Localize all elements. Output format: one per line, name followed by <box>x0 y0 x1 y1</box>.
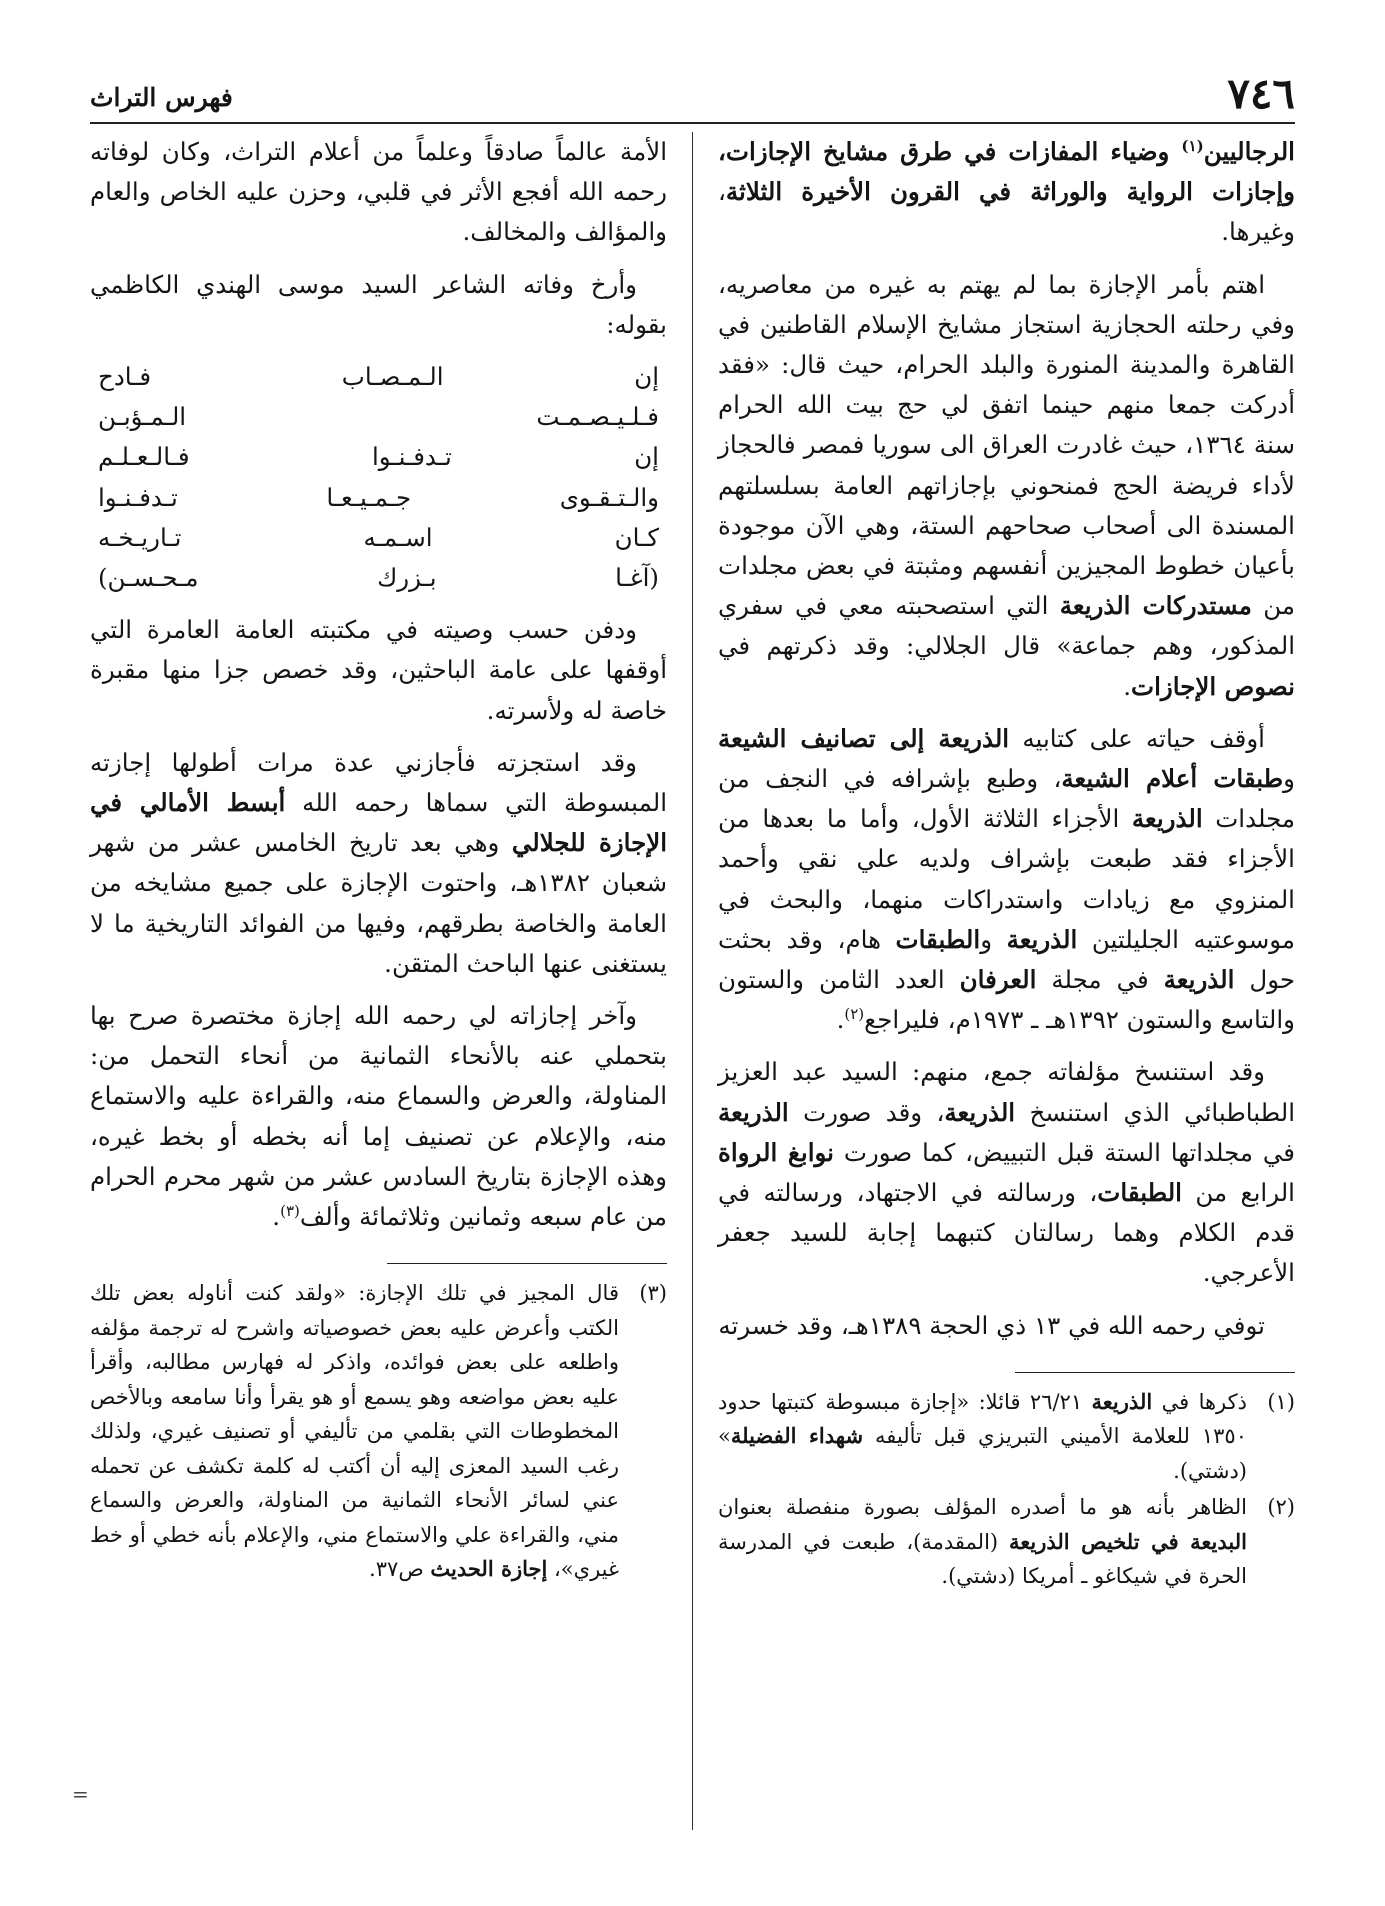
left-paragraph-3: ودفن حسب وصيته في مكتبته العامة العامرة التي أوقفها على عامة الباحثين، وقد خصص جزا منها مقبرة خاصة له ولأسرته. <box>90 615 667 725</box>
text-span: في مجلة <box>1036 965 1164 995</box>
text-span: العدد الثامن والستون والتاسع والستون ١٣٩٢هـ ـ ١٩٧٣م، فليراجع <box>718 965 1295 1035</box>
footnote-separator <box>387 1263 667 1264</box>
text-span: الظاهر بأنه هو ما أصدره المؤلف بصورة منفصلة بعنوان <box>718 1495 1247 1520</box>
text-span: وقد استجزته فأجازني عدة مرات أطولها إجازته المبسوطة التي سماها رحمه الله <box>90 747 667 818</box>
text-span: اهتم بأمر الإجازة بما لم يهتم به غيره من معاصريه، وفي رحلته الحجازية استجاز مشايخ الإسلام القاطنين في القاهرة والمدينة المنورة والبلد الحرام، حيث قال: «فقد أدركت جمعا منهم حينما اتفق لي حج بيت الله الحرام سنة ١٣٦٤، حيث غادرت العراق الى سوريا فمصر فالحجاز لأداء فريضة الحج فمنحوني بإجازاتهم العامة بسلسلتهم المسندة الى أصحاب صحاحهم الستة، وهي الآن موجودة بأعيان خطوط المجيزين أنفسهم ومثبتة في بعض مجلدات من <box>718 269 1295 621</box>
bold-title: العرفان <box>959 965 1037 995</box>
text-span: ٢٦/٢١ قائلا: «إجازة مبسوطة كتبتها حدود ١٣٥٠ للعلامة الأميني التبريزي قبل تأليفه <box>718 1389 1247 1449</box>
text-span: وآخر إجازاته لي رحمه الله إجازة مختصرة صرح بها بتحملي عنه بالأنحاء الثمانية من أنحاء التحمل من: المناولة، والعرض والسماع منه، والقراءة عليه والاستماع منه، والإعلام عن تصنيف إما أنه بخطه أو بخط غيره، وهذه الإجازة بتاريخ السادس عشر من شهر محرم الحرام من عام سبعه وثمانين وثلاثمائة وألف <box>90 1001 667 1232</box>
text-span: في مجلداتها الستة قبل التبييض، كما صورت <box>833 1137 1295 1167</box>
footnote-text <box>90 1276 619 1587</box>
bold-title: الذريعة <box>1163 965 1235 995</box>
left-paragraph-5 <box>90 996 667 1237</box>
text-span: الرجاليين <box>1203 137 1295 166</box>
left-column <box>90 132 667 1589</box>
footnote-ref-2: (٢) <box>844 1005 865 1024</box>
text-span: ص٣٧. <box>369 1557 431 1582</box>
poem-line: كـان اسـمـه تـاريـخـه <box>98 522 659 552</box>
text-span: وضياء المفازات في طرق مشايخ الإجازات، وإجازات الرواية والوراثة في القرون الأخيرة الثلاثة <box>718 137 1295 207</box>
text-span: أوقف حياته على كتابيه <box>1009 723 1265 753</box>
text-span: . <box>272 1202 281 1232</box>
bold-title: إجازة الحديث <box>430 1556 548 1582</box>
text-span: ، وطبع بإشرافه في النجف من مجلدات <box>718 764 1296 834</box>
right-paragraph-2 <box>718 265 1295 707</box>
poem-line: إن الـمـصـاب فـادح <box>98 362 659 392</box>
text-span: وقد استنسخ مؤلفاته جمع، منهم: السيد عبد العزيز الطباطبائي الذي استنسخ <box>718 1057 1295 1127</box>
right-column <box>718 132 1295 1596</box>
bold-title: شهداء الفضيلة <box>730 1423 864 1449</box>
footnote-number: (١) <box>1267 1389 1295 1414</box>
text-span: التي استصحبته معي في سفري المذكور، وهم جماعة» قال الجلالي: وقد ذكرتهم في <box>718 591 1295 661</box>
footnote-text <box>718 1490 1247 1594</box>
poem-line: والـتـقـوى جـمـيـعـا تـدفـنـوا <box>98 482 659 512</box>
poem-line: إن تـدفـنـوا فـالـعـلـم <box>98 442 659 472</box>
right-paragraph-3 <box>718 719 1295 1041</box>
left-paragraph-4 <box>90 743 667 984</box>
bold-title: الذريعة <box>944 1097 1016 1127</box>
footnote-separator <box>1015 1372 1295 1373</box>
footnote-3 <box>90 1276 667 1587</box>
bold-title: أبسط الأمالي في الإجازة للجلالي <box>90 788 668 858</box>
bold-title: البديعة في تلخيص الذريعة <box>1009 1528 1247 1554</box>
text-span: . <box>1123 671 1132 701</box>
footnote-number: (٢) <box>1267 1495 1295 1520</box>
page-header <box>90 62 1295 124</box>
left-paragraph-2: وأرخ وفاته الشاعر السيد موسى الهندي الكاظمي بقوله: <box>90 269 667 339</box>
bold-title: الذريعة <box>718 1097 789 1127</box>
text-span: الأجزاء الثلاثة الأول، وأما ما بعدها من الأجزاء فقد طبعت بإشراف ولديه علي نقي وأحمد المنزوي مع زيادات واستدراكات منهما، والبحث في موسوعتيه الجليلتين <box>718 804 1295 954</box>
bold-title: الذريعة <box>1131 804 1203 834</box>
right-paragraph-4 <box>718 1052 1295 1293</box>
footnote-ref-1: (١) <box>1181 136 1204 155</box>
right-paragraph-5: توفي رحمه الله في ١٣ ذي الحجة ١٣٨٩هـ، وقد خسرته <box>718 1310 1265 1340</box>
bold-title: الذريعة إلى تصانيف الشيعة <box>718 723 1010 753</box>
running-title: فهرس التراث <box>90 83 233 112</box>
left-paragraph-1: الأمة عالماً صادقاً وعلماً من أعلام التراث، وكان لوفاته رحمه الله أفجع الأثر في قلبي، وحزن عليه الخاص والعام والمؤالف والمخالف. <box>90 137 667 247</box>
column-divider <box>692 132 693 1830</box>
right-paragraph-1 <box>718 132 1295 253</box>
bold-title: طبقات أعلام الشيعة <box>1061 764 1284 794</box>
text-span: ، وقد صورت <box>788 1097 945 1127</box>
bold-title: نصوص الإجازات <box>1131 671 1295 701</box>
bold-title: الذريعة <box>1006 924 1078 954</box>
text-span: و <box>1283 764 1295 794</box>
footnote-ref-3: (٣) <box>280 1201 300 1220</box>
bold-title: الذريعة <box>1091 1388 1153 1414</box>
bold-title: الطبقات <box>895 924 981 954</box>
text-span: ، ورسالته في الاجتهاد، ورسالته في قدم الكلام وهما رسالتان كتبهما إجابة للسيد جعفر الأعرجي. <box>718 1178 1295 1288</box>
poem-line: فـلـيـصـمـت الـمـؤبـن <box>98 402 659 432</box>
text-span: وهي بعد تاريخ الخامس عشر من شهر شعبان ١٣٨٢هـ، واحتوت الإجازة على جميع مشايخه من العامة والخاصة بطرقهم، وفيها من الفوائد التاريخية ما لا يستغنى عنها الباحث المتقن. <box>90 828 667 978</box>
text-span: » (دشتي). <box>718 1424 1247 1483</box>
margin-mark: = <box>72 1782 89 1806</box>
text-span: (المقدمة)، طبعت في المدرسة الحرة في شيكاغو ـ أمريكا (دشتي). <box>718 1529 1247 1589</box>
bold-title: نوابغ الرواة <box>718 1137 834 1167</box>
text-span: . <box>836 1005 845 1035</box>
text-span: و <box>980 924 1007 954</box>
page-number: ٧٤٦ <box>1227 69 1295 118</box>
footnote-text <box>718 1385 1247 1489</box>
text-span: الرابع من <box>1181 1178 1295 1208</box>
bold-title: الطبقات <box>1097 1178 1182 1208</box>
footnote-number: (٣) <box>639 1281 667 1306</box>
text-span: قال المجيز في تلك الإجازة: «ولقد كنت أناوله بعض تلك الكتب وأعرض عليه بعض خصوصياته واشرح له ترجمة مؤلفه واطلعه على بعض فوائده، واذكر له فهارس مطالبه، وأقرأ عليه بعض مواضعه وهو يسمع أو هو يقرأ وأنا سامعه وبالأخص المخطوطات التي بقلمي من تأليفي أو تصنيف غيري، ولذلك رغب السيد المعزى إليه أن أكتب له كلمة تكشف عن تحمله عني لسائر الأنحاء الثمانية من المناولة، والعرض والسماع مني، والقراءة علي والاستماع مني، والإعلام بأنه خطي أو خط غيري»، <box>90 1281 619 1582</box>
footnote-1 <box>718 1385 1295 1489</box>
text-span: ذكرها في <box>1152 1389 1247 1414</box>
bold-title: مستدركات الذريعة <box>1059 591 1252 621</box>
text-span: ، وغيرها. <box>718 177 1295 247</box>
footnote-2 <box>718 1490 1295 1594</box>
poem-line: (آغـا بـزرك مـحـسـن) <box>98 563 659 593</box>
poem <box>90 357 667 598</box>
text-span: هام، وقد بحثت حول <box>718 924 1295 995</box>
